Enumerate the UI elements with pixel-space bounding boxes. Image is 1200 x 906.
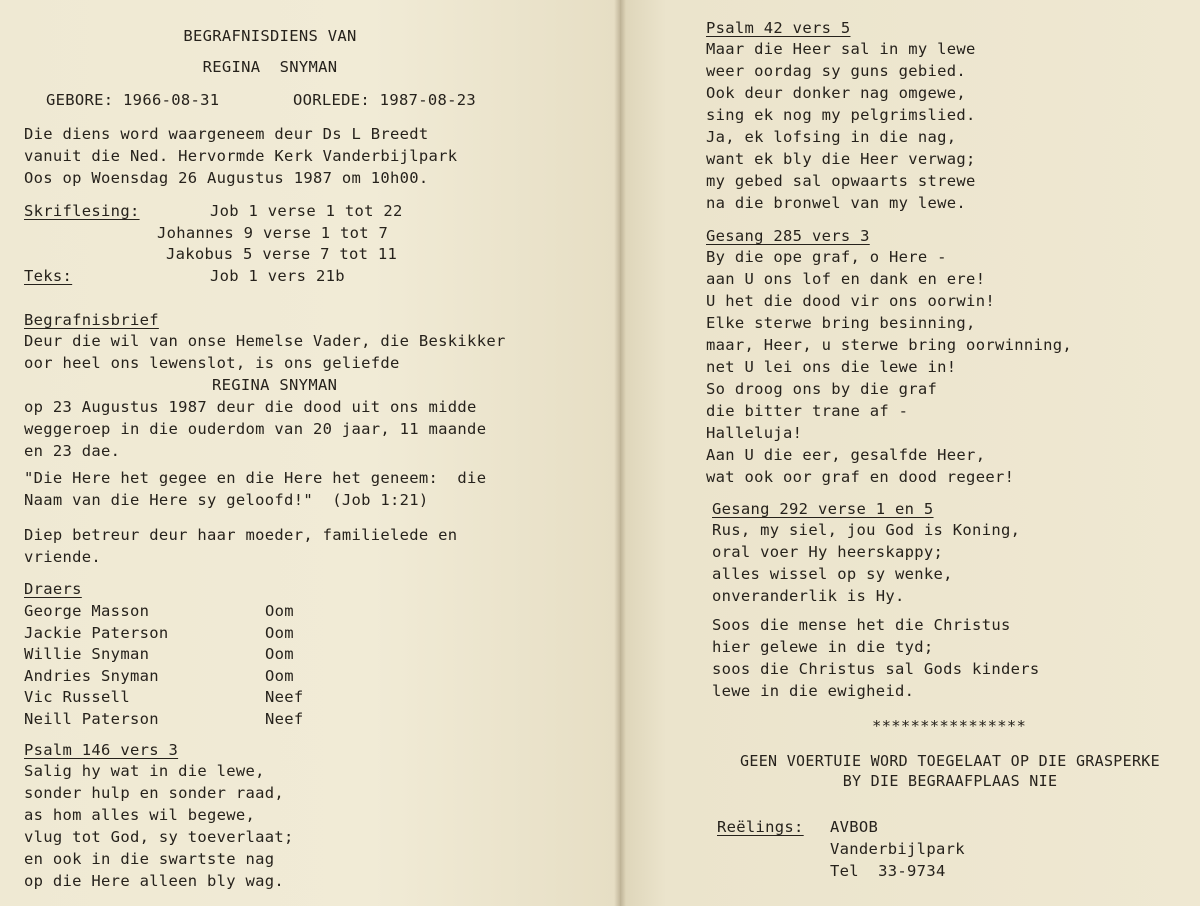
gesang292-line: lewe in die ewigheid. (712, 682, 915, 700)
reading-1: Job 1 verse 1 tot 22 (210, 202, 403, 220)
psalm42-line: sing ek nog my pelgrimslied. (706, 106, 976, 124)
gesang285-line: wat ook oor graf en dood regeer! (706, 468, 1015, 486)
notice-line-1: GEEN VOERTUIE WORD TOEGELAAT OP DIE GRASPERKE (740, 752, 1160, 770)
reading-3: Jakobus 5 verse 7 tot 11 (166, 245, 398, 263)
gesang285-line: Elke sterwe bring besinning, (706, 314, 976, 332)
page-fold (614, 0, 626, 906)
psalm146-line: en ook in die swartste nag (24, 850, 275, 868)
bearer-relation: Neef (265, 688, 304, 706)
psalm42-line: my gebed sal opwaarts strewe (706, 172, 976, 190)
quote-line-2: Naam van die Here sy geloofd!" (Job 1:21) (24, 491, 429, 509)
gesang285-line: U het die dood vir ons oorwin! (706, 292, 995, 310)
letter-line-5: en 23 dae. (24, 442, 121, 460)
gesang285-line: By die ope graf, o Here - (706, 248, 947, 266)
gesang292-heading: Gesang 292 verse 1 en 5 (712, 500, 934, 518)
death-date: OORLEDE: 1987-08-23 (293, 91, 477, 109)
star-divider: **************** (872, 717, 1027, 735)
psalm146-line: vlug tot God, sy toeverlaat; (24, 828, 294, 846)
letter-line-4: weggeroep in die ouderdom van 20 jaar, 11 maande (24, 420, 487, 438)
arrangements-line-2: Vanderbijlpark (830, 840, 965, 858)
letter-name: REGINA SNYMAN (212, 376, 338, 394)
birth-date: GEBORE: 1966-08-31 (46, 91, 220, 109)
gesang285-line: maar, Heer, u sterwe bring oorwinning, (706, 336, 1073, 354)
gesang292-line: Soos die mense het die Christus (712, 616, 1011, 634)
bearer-relation: Oom (265, 624, 294, 642)
mourn-line-1: Diep betreur deur haar moeder, familielede en (24, 526, 458, 544)
service-line-3: Oos op Woensdag 26 Augustus 1987 om 10h00. (24, 169, 429, 187)
psalm42-line: na die bronwel van my lewe. (706, 194, 967, 212)
gesang292-line: soos die Christus sal Gods kinders (712, 660, 1040, 678)
psalm146-line: op die Here alleen bly wag. (24, 872, 285, 890)
gesang292-line: hier gelewe in die tyd; (712, 638, 934, 656)
text-label: Teks: (24, 267, 73, 285)
bearer-name: Willie Snyman (24, 645, 150, 663)
gesang285-line: net U lei ons die lewe in! (706, 358, 957, 376)
gesang285-line: So droog ons by die graf (706, 380, 938, 398)
letter-line-3: op 23 Augustus 1987 deur die dood uit ons midde (24, 398, 477, 416)
letter-heading: Begrafnisbrief (24, 311, 159, 329)
bearer-relation: Neef (265, 710, 304, 728)
service-line-2: vanuit die Ned. Hervormde Kerk Vanderbijlpark (24, 147, 458, 165)
bearer-name: Neill Paterson (24, 710, 159, 728)
title-line-1: BEGRAFNISDIENS VAN (183, 27, 357, 45)
gesang285-line: Aan U die eer, gesalfde Heer, (706, 446, 986, 464)
arrangements-line-3: Tel 33-9734 (830, 862, 946, 880)
psalm42-heading: Psalm 42 vers 5 (706, 19, 851, 37)
gesang292-line: oral voer Hy heerskappy; (712, 543, 944, 561)
psalm42-line: Ook deur donker nag omgewe, (706, 84, 967, 102)
bearer-name: Jackie Paterson (24, 624, 169, 642)
psalm42-line: Ja, ek lofsing in die nag, (706, 128, 957, 146)
letter-line-2: oor heel ons lewenslot, is ons geliefde (24, 354, 400, 372)
notice-line-2: BY DIE BEGRAAFPLAAS NIE (842, 772, 1058, 790)
letter-line-1: Deur die wil van onse Hemelse Vader, die Beskikker (24, 332, 506, 350)
bearers-heading: Draers (24, 580, 82, 598)
quote-line-1: "Die Here het gegee en die Here het geneem: die (24, 469, 487, 487)
reading-2: Johannes 9 verse 1 tot 7 (157, 224, 389, 242)
bearer-name: Vic Russell (24, 688, 130, 706)
psalm146-heading: Psalm 146 vers 3 (24, 741, 179, 759)
psalm42-line: want ek bly die Heer verwag; (706, 150, 976, 168)
bearer-relation: Oom (265, 667, 294, 685)
psalm146-line: as hom alles wil begewe, (24, 806, 256, 824)
bearer-name: Andries Snyman (24, 667, 159, 685)
gesang292-line: alles wissel op sy wenke, (712, 565, 953, 583)
gesang292-line: onveranderlik is Hy. (712, 587, 905, 605)
psalm146-line: Salig hy wat in die lewe, (24, 762, 265, 780)
title-line-2: REGINA SNYMAN (202, 58, 338, 76)
gesang285-line: aan U ons lof en dank en ere! (706, 270, 986, 288)
bearer-relation: Oom (265, 645, 294, 663)
gesang285-line: Halleluja! (706, 424, 803, 442)
arrangements-label: Reëlings: (717, 818, 804, 836)
gesang285-heading: Gesang 285 vers 3 (706, 227, 870, 245)
mourn-line-2: vriende. (24, 548, 102, 566)
arrangements-line-1: AVBOB (830, 818, 879, 836)
bearer-relation: Oom (265, 602, 294, 620)
text-value: Job 1 vers 21b (210, 267, 345, 285)
right-page (620, 0, 1200, 906)
psalm146-line: sonder hulp en sonder raad, (24, 784, 285, 802)
service-line-1: Die diens word waargeneem deur Ds L Breedt (24, 125, 429, 143)
bearer-name: George Masson (24, 602, 150, 620)
reading-label: Skriflesing: (24, 202, 140, 220)
psalm42-line: weer oordag sy guns gebied. (706, 62, 967, 80)
psalm42-line: Maar die Heer sal in my lewe (706, 40, 976, 58)
gesang285-line: die bitter trane af - (706, 402, 909, 420)
gesang292-line: Rus, my siel, jou God is Koning, (712, 521, 1021, 539)
